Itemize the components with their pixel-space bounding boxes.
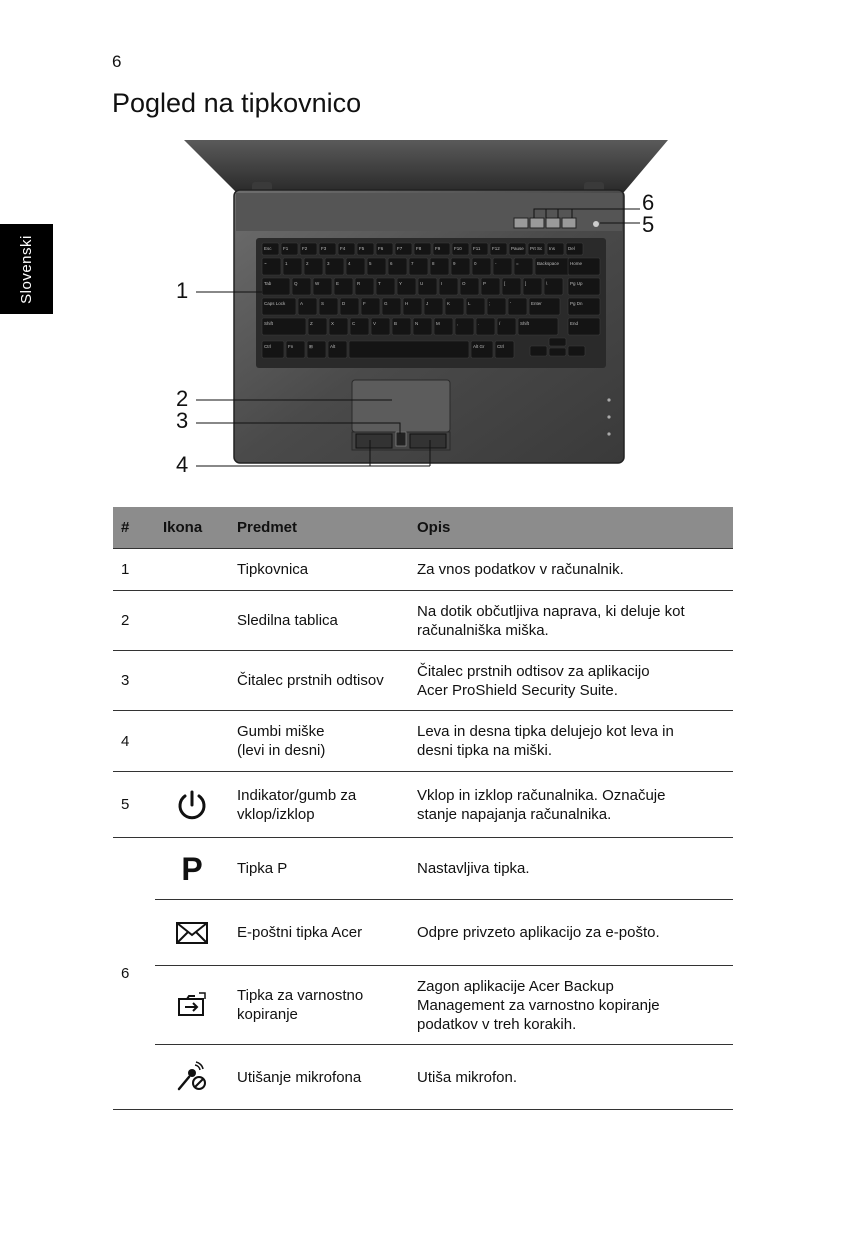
desc-line: Acer ProShield Security Suite. — [417, 681, 618, 699]
table-row — [113, 591, 733, 651]
desc-line: Zagon aplikacije Acer Backup — [417, 977, 614, 995]
key-label: F1 — [283, 246, 289, 251]
key-label: F12 — [492, 246, 500, 251]
key-label: M — [436, 321, 440, 326]
callout-6: 6 — [642, 190, 655, 215]
callout-1: 1 — [176, 278, 189, 303]
key-label: G — [384, 301, 388, 306]
power-button — [593, 221, 599, 227]
row-desc — [409, 711, 733, 772]
key-label: - — [495, 261, 497, 266]
row-item: Čitalec prstnih odtisov — [229, 651, 409, 711]
key-label: F4 — [340, 246, 346, 251]
key-label: Ctrl — [264, 344, 271, 349]
table-row — [113, 772, 733, 838]
row-icon — [155, 966, 229, 1045]
row-icon — [155, 838, 229, 900]
launch-key — [530, 218, 544, 228]
key-label: F7 — [397, 246, 403, 251]
row-icon — [155, 711, 229, 772]
key-label: 3 — [327, 261, 330, 266]
desc-line: Vklop in izklop računalnika. Označuje — [417, 786, 666, 804]
callout-4: 4 — [176, 452, 189, 477]
key-label: Home — [570, 261, 583, 266]
row-item: Tipkovnica — [229, 549, 409, 591]
key-label: O — [462, 281, 466, 286]
key-label: Caps Lock — [264, 301, 286, 306]
table-row — [113, 651, 733, 711]
callout-2: 2 — [176, 386, 189, 411]
key-label: F9 — [435, 246, 441, 251]
key-label: F6 — [378, 246, 384, 251]
key-label: H — [405, 301, 409, 306]
row-desc: Za vnos podatkov v računalnik. — [409, 549, 733, 591]
key-label: Q — [294, 281, 298, 286]
key-label: F2 — [302, 246, 308, 251]
table-row — [113, 900, 733, 966]
key-label: 2 — [306, 261, 309, 266]
key-label: Prt Sc — [530, 246, 543, 251]
table-row — [113, 966, 733, 1045]
key-label: , — [457, 321, 459, 326]
key-label: F10 — [454, 246, 462, 251]
key-label: C — [352, 321, 356, 326]
desc-line: Na dotik občutljiva naprava, ki deluje kot — [417, 602, 685, 620]
key-label: 7 — [411, 261, 414, 266]
row-num: 1 — [113, 549, 155, 591]
callout-5: 5 — [642, 212, 655, 237]
key-label: 6 — [390, 261, 393, 266]
key-label: N — [415, 321, 419, 326]
item-line: Indikator/gumb za — [237, 786, 357, 804]
key-label: I — [441, 281, 443, 286]
key-label: 0 — [474, 261, 477, 266]
row-num: 2 — [113, 591, 155, 651]
key-label: Enter — [531, 301, 542, 306]
keyboard-key — [549, 348, 566, 356]
row-icon — [155, 900, 229, 966]
key-label: Shift — [520, 321, 530, 326]
key-label: 9 — [453, 261, 456, 266]
key-label: K — [447, 301, 451, 306]
key-label: . — [478, 321, 480, 326]
item-line: kopiranje — [237, 1006, 298, 1023]
laptop-keyboard-figure — [0, 130, 863, 480]
item-line: Gumbi miške — [237, 723, 325, 740]
desc-line: računalniška miška. — [417, 621, 549, 639]
key-label: B — [394, 321, 398, 326]
key-label: Esc — [264, 246, 272, 251]
key-label: = — [516, 261, 519, 266]
keyboard-key — [349, 341, 469, 358]
row-item — [229, 711, 409, 772]
key-label: / — [499, 321, 501, 326]
key-label: S — [321, 301, 325, 306]
key-label: ⊞ — [309, 344, 313, 349]
key-label: ~ — [264, 261, 267, 266]
key-label: 4 — [348, 261, 351, 266]
row-desc: Utiša mikrofon. — [409, 1045, 733, 1110]
key-label: Fn — [288, 344, 294, 349]
row-desc — [409, 591, 733, 651]
item-line: (levi in desni) — [237, 742, 326, 759]
key-label: P — [483, 281, 487, 286]
item-line: Tipka za varnostno — [237, 987, 364, 1004]
header-item: Predmet — [229, 507, 409, 549]
keyboard-key — [568, 346, 585, 356]
fingerprint-reader — [396, 432, 406, 446]
desc-line: Leva in desna tipka delujejo kot leva in — [417, 723, 674, 740]
keyboard-key — [530, 346, 547, 356]
row-item: Tipka P — [229, 838, 409, 900]
row-desc — [409, 651, 733, 711]
header-icon: Ikona — [155, 507, 229, 549]
launch-key — [546, 218, 560, 228]
key-label: L — [468, 301, 471, 306]
key-label: U — [420, 281, 424, 286]
item-line: vklop/izklop — [237, 805, 315, 823]
table-row — [113, 1045, 733, 1110]
key-label: \ — [546, 281, 548, 286]
status-led — [607, 398, 610, 401]
key-label: F11 — [473, 246, 481, 251]
row-icon — [155, 591, 229, 651]
header-desc: Opis — [409, 507, 733, 549]
mic-mute-icon — [175, 1061, 209, 1093]
row-item: E-poštni tipka Acer — [229, 900, 409, 966]
row-icon — [155, 1045, 229, 1110]
launch-key — [514, 218, 528, 228]
key-label: J — [426, 301, 429, 306]
row-item — [229, 966, 409, 1045]
key-label: F8 — [416, 246, 422, 251]
row-num: 3 — [113, 651, 155, 711]
table-row — [113, 549, 733, 591]
key-label: F — [363, 301, 366, 306]
key-label: 8 — [432, 261, 435, 266]
table-row — [113, 838, 733, 900]
power-icon — [175, 788, 209, 822]
key-label: ; — [489, 301, 491, 306]
key-label: Backspace — [537, 261, 560, 266]
key-label: Ctrl — [497, 344, 504, 349]
key-label: R — [357, 281, 361, 286]
row-num: 5 — [113, 772, 155, 838]
key-label: ' — [510, 301, 511, 306]
desc-line: Management za varnostno kopiranje — [417, 996, 660, 1014]
key-label: Shift — [264, 321, 274, 326]
status-led — [607, 432, 610, 435]
desc-line: podatkov v treh korakih. — [417, 1015, 577, 1033]
row-item: Sledilna tablica — [229, 591, 409, 651]
key-label: 1 — [285, 261, 288, 266]
laptop-illustration — [0, 130, 863, 480]
table-row — [113, 711, 733, 772]
table-header-row — [113, 507, 733, 549]
header-num: # — [113, 507, 155, 549]
row-num: 4 — [113, 711, 155, 772]
row-item — [229, 772, 409, 838]
key-label: W — [315, 281, 320, 286]
row-num: 6 — [113, 838, 155, 1110]
launch-key — [562, 218, 576, 228]
key-label: Pause — [511, 246, 524, 251]
key-label: 5 — [369, 261, 372, 266]
page-number: 6 — [112, 52, 122, 71]
key-label: Pg Up — [570, 281, 583, 286]
p-key-icon: P — [181, 850, 203, 887]
key-label: End — [570, 321, 579, 326]
key-label: Alt Gr — [473, 344, 485, 349]
key-label: E — [336, 281, 340, 286]
callout-3: 3 — [176, 408, 189, 433]
desc-line: desni tipka na miški. — [417, 742, 553, 759]
keyboard-keys — [262, 243, 600, 358]
row-item: Utišanje mikrofona — [229, 1045, 409, 1110]
key-label: Del — [568, 246, 575, 251]
row-icon — [155, 772, 229, 838]
desc-line: Čitalec prstnih odtisov za aplikacijo — [417, 662, 650, 680]
row-desc — [409, 966, 733, 1045]
key-label: F3 — [321, 246, 327, 251]
keyboard-key — [549, 338, 566, 346]
row-desc — [409, 772, 733, 838]
key-label: Tab — [264, 281, 272, 286]
key-label: T — [378, 281, 381, 286]
key-label: F5 — [359, 246, 365, 251]
key-label: Alt — [330, 344, 336, 349]
status-led — [607, 415, 610, 418]
key-label: D — [342, 301, 346, 306]
mail-icon — [175, 920, 209, 946]
spec-table — [113, 507, 733, 1110]
left-mouse-button — [356, 434, 392, 448]
row-desc: Odpre privzeto aplikacijo za e-pošto. — [409, 900, 733, 966]
row-desc: Nastavljiva tipka. — [409, 838, 733, 900]
page-title: Pogled na tipkovnico — [112, 88, 362, 118]
key-label: Ins — [549, 246, 556, 251]
key-label: A — [300, 301, 304, 306]
key-label: V — [373, 321, 377, 326]
language-label: Slovenski — [18, 234, 36, 304]
key-label: X — [331, 321, 335, 326]
desc-line: stanje napajanja računalnika. — [417, 805, 612, 823]
key-label: Y — [399, 281, 403, 286]
key-label: [ — [504, 281, 506, 286]
key-label: Pg Dn — [570, 301, 583, 306]
key-label: ] — [525, 281, 527, 286]
backup-icon — [175, 991, 209, 1019]
row-icon — [155, 651, 229, 711]
key-label: Z — [310, 321, 313, 326]
touchpad — [352, 380, 450, 432]
right-mouse-button — [410, 434, 446, 448]
row-icon — [155, 549, 229, 591]
